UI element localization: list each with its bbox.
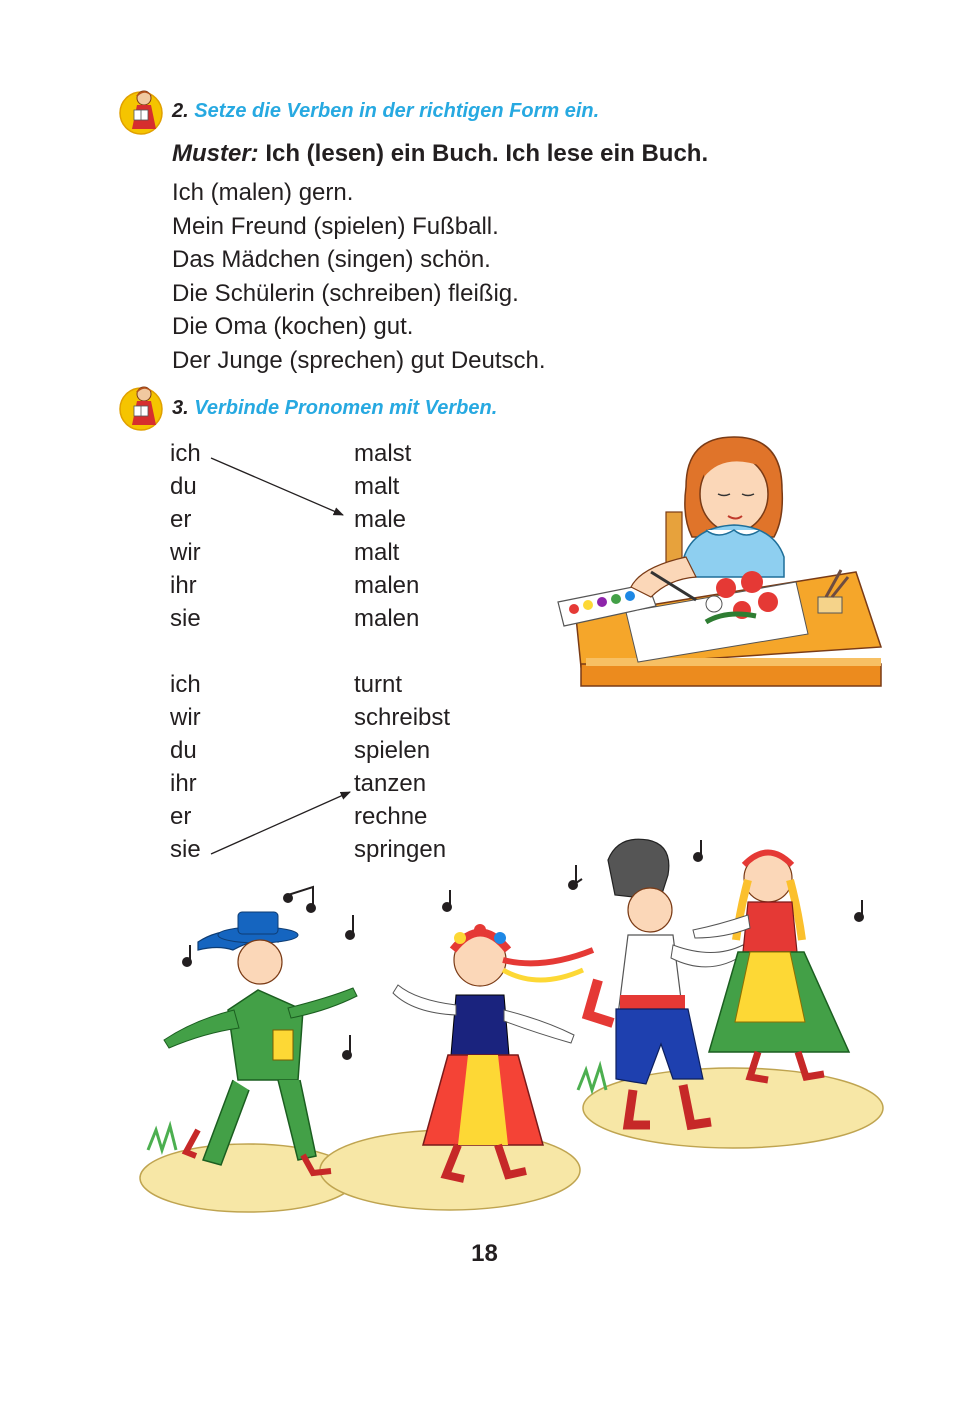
task-2-title: Setze die Verben in der richtigen Form ein. — [194, 100, 600, 122]
connecting-arrow-icon — [211, 458, 343, 515]
verb: rechne — [354, 803, 428, 830]
sentence: Ich (malen) gern. — [172, 179, 354, 206]
verb: tanzen — [354, 770, 427, 797]
pronoun: ihr — [170, 572, 197, 599]
muster-text: Ich (lesen) ein Buch. Ich lese ein Buch. — [258, 140, 709, 167]
pronoun: ihr — [170, 770, 197, 797]
pronoun: ich — [170, 671, 201, 698]
sentence: Die Schülerin (schreiben) fleißig. — [172, 279, 519, 307]
verb: turnt — [354, 671, 403, 698]
verb: spielen — [354, 737, 431, 764]
page-number: 18 — [471, 1240, 498, 1267]
sentence: Das Mädchen (singen) schön. — [172, 246, 491, 274]
verb: springen — [354, 836, 447, 863]
pronoun: wir — [170, 539, 201, 566]
pronoun: er — [170, 506, 192, 533]
verb: malt — [354, 539, 400, 566]
sentence: Die Oma (kochen) gut. — [172, 313, 414, 341]
verb: malen — [354, 605, 420, 632]
verb: schreibst — [354, 704, 451, 731]
dancing-boy-green — [164, 912, 357, 1173]
verb: malen — [354, 572, 420, 599]
task-3-number: 3. — [172, 397, 189, 419]
pronoun: sie — [170, 836, 201, 863]
task-2-number: 2. — [172, 100, 189, 122]
verb: malt — [354, 473, 400, 500]
sentence: Der Junge (sprechen) gut Deutsch. — [172, 346, 546, 374]
pronoun: sie — [170, 605, 201, 632]
pronoun: er — [170, 803, 192, 830]
sentence: Mein Freund (spielen) Fußball. — [172, 212, 499, 240]
pronoun: du — [170, 737, 197, 764]
pronoun: wir — [170, 704, 201, 731]
pronoun: du — [170, 473, 197, 500]
muster-label: Muster: — [172, 140, 259, 167]
verb: malst — [354, 440, 412, 467]
dancing-children-illustration — [138, 820, 880, 1220]
task-3-title: Verbinde Pronomen mit Verben. — [194, 397, 498, 419]
verb: male — [354, 506, 407, 533]
girl-painting-illustration — [556, 432, 882, 688]
pronoun: ich — [170, 440, 201, 467]
